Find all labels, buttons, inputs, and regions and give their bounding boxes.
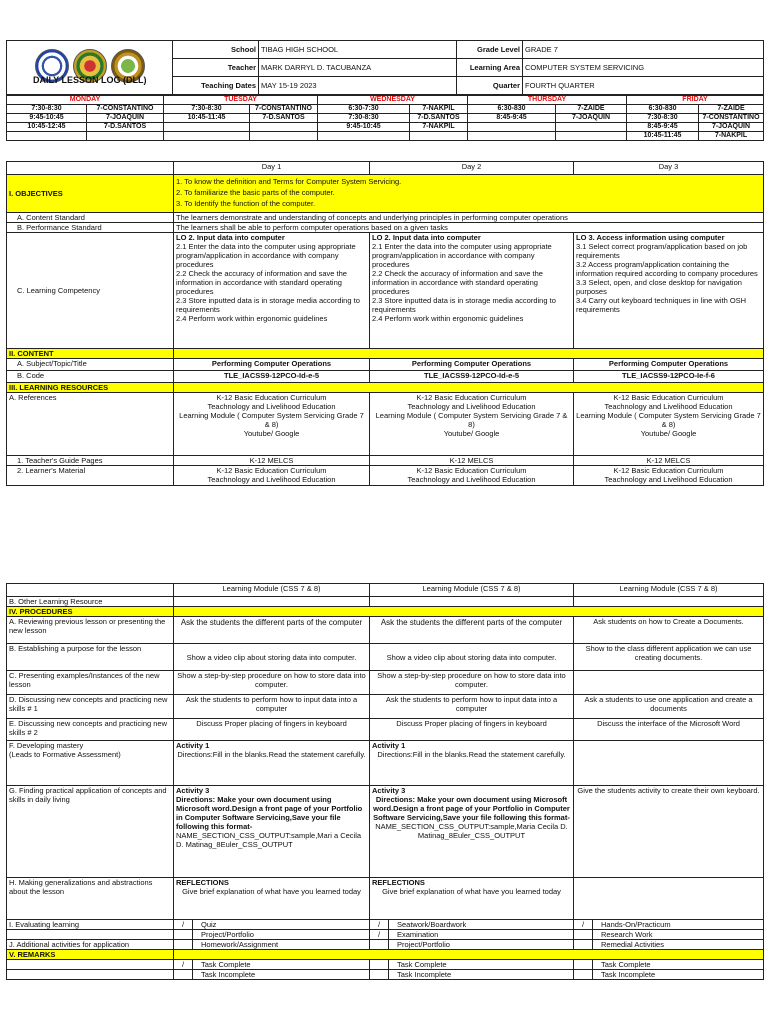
- proc-b-day1: Show a video clip about storing data into computer.: [174, 644, 370, 671]
- school-label: School: [173, 41, 259, 59]
- check-mark: /: [174, 920, 193, 929]
- code-label: B. Code: [7, 371, 174, 383]
- day-wednesday: WEDNESDAY: [318, 96, 468, 105]
- schedule-cell: 7-JOAQUIN: [699, 123, 764, 132]
- check-label: Hands-On/Practicum: [601, 920, 671, 929]
- schedule-cell: 7-JOAQUIN: [87, 114, 164, 123]
- check-label: Quiz: [201, 920, 217, 929]
- lm-label: 2. Learner's Material: [7, 466, 174, 486]
- dates-value: MAY 15-19 2023: [259, 77, 457, 95]
- schedule-cell: [468, 132, 556, 141]
- tg-label: 1. Teacher's Guide Pages: [7, 456, 174, 466]
- day-friday: FRIDAY: [627, 96, 764, 105]
- remarks-row-label: [7, 960, 174, 970]
- eval-option: [174, 930, 370, 940]
- lm-cont-day2: Learning Module (CSS 7 & 8): [370, 584, 574, 597]
- code-day1: TLE_IACSS9-12PCO-Id-e-5: [174, 371, 370, 383]
- lesson-table-2: [6, 583, 764, 980]
- remark-option: [574, 970, 764, 980]
- schedule-cell: 7-ZAIDE: [699, 105, 764, 114]
- lm-cont-day3: Learning Module (CSS 7 & 8): [574, 584, 764, 597]
- day1-header: Day 1: [174, 162, 370, 175]
- proc-h-day1-title: REFLECTIONS: [176, 878, 229, 887]
- proc-e-day3: Discuss the interface of the Microsoft Word: [574, 719, 764, 741]
- check-mark: [370, 960, 389, 969]
- schedule-cell: 9:45-10:45: [318, 123, 410, 132]
- dates-label: Teaching Dates: [173, 77, 259, 95]
- proc-a-day1: Ask the students the different parts of the computer: [174, 617, 370, 644]
- subject-day3: Performing Computer Operations: [574, 359, 764, 371]
- schedule-cell: 7-CONSTANTINO: [250, 105, 318, 114]
- tg-day1: K-12 MELCS: [174, 456, 370, 466]
- teacher-label: Teacher: [173, 59, 259, 77]
- schedule-cell: 7-JOAQUIN: [556, 114, 627, 123]
- check-mark: [574, 960, 593, 969]
- competency-day1-text: 2.1 Enter the data into the computer using appropriate program/application in accordance with company procedures 2.2 Check the accuracy of information and save the information in accordance with standard operating procedures 2.3 Store inputted data is in storage media according to requirements 2.4 Perform work within ergonomic guidelines: [176, 242, 360, 323]
- schedule-cell: [164, 123, 250, 132]
- check-mark: [174, 930, 193, 939]
- proc-f-day1-title: Activity 1: [176, 741, 210, 750]
- references-day2: K-12 Basic Education Curriculum Teachnology and Livelihood Education Learning Module ( Computer System Servicing Grade 7 & 8) Youtube/ Google: [370, 393, 574, 456]
- proc-g-day2-bold: Directions: Make your own document using Microsoft word.Design a front page of your Portfolio in Computer Software Servicing,Save your file following this format-: [373, 795, 570, 822]
- school-value: TIBAG HIGH SCHOOL: [259, 41, 457, 59]
- day-tuesday: TUESDAY: [164, 96, 318, 105]
- proc-a-day3: Ask students on how to Create a Documents.: [574, 617, 764, 644]
- proc-f-day1-text: Directions:Fill in the blanks.Read the statement carefully.: [177, 750, 366, 759]
- lm-day2: K-12 Basic Education Curriculum Teachnology and Livelihood Education: [370, 466, 574, 486]
- eval-option: [370, 930, 574, 940]
- resources-label: III. LEARNING RESOURCES: [7, 383, 174, 393]
- remark-option: [370, 970, 574, 980]
- schedule-cell: [250, 132, 318, 141]
- schedule-cell: 8:45-9:45: [468, 114, 556, 123]
- header-table: [6, 40, 764, 95]
- proc-c-day1: Show a step-by-step procedure on how to store data into computer.: [174, 671, 370, 695]
- remarks-row-label: [7, 970, 174, 980]
- proc-g-day1-title: Activity 3: [176, 786, 210, 795]
- check-mark: /: [174, 960, 193, 969]
- schedule-cell: 6:30-830: [627, 105, 699, 114]
- proc-c-label: C. Presenting examples/Instances of the new lesson: [7, 671, 174, 695]
- check-label: Task Incomplete: [201, 970, 256, 979]
- subject-day2: Performing Computer Operations: [370, 359, 574, 371]
- check-mark: /: [574, 920, 593, 929]
- schedule-cell: 9:45-10:45: [7, 114, 87, 123]
- proc-b-label: B. Establishing a purpose for the lesson: [7, 644, 174, 671]
- schedule-cell: 7-NAKPIL: [410, 105, 468, 114]
- schedule-cell: [318, 132, 410, 141]
- proc-d-day1: Ask the students to perform how to input data into a computer: [174, 695, 370, 719]
- check-label: Examination: [397, 930, 439, 939]
- proc-i-label: I. Evaluating learning: [7, 920, 174, 930]
- proc-h-label: H. Making generalizations and abstractions about the lesson: [7, 878, 174, 920]
- tg-day2: K-12 MELCS: [370, 456, 574, 466]
- schedule-cell: 10:45-11:45: [627, 132, 699, 141]
- lm-day3: K-12 Basic Education Curriculum Teachnology and Livelihood Education: [574, 466, 764, 486]
- remark-option: [370, 960, 574, 970]
- proc-b-day3: Show to the class different application we can use creating documents.: [574, 644, 764, 671]
- proc-h-day1-text: Give brief explanation of what have you learned today: [182, 887, 361, 896]
- performance-standard-text: The learners shall be able to perform computer operations based on a given tasks: [174, 223, 764, 233]
- grade-label: Grade Level: [457, 41, 523, 59]
- remark-option: [174, 970, 370, 980]
- quarter-label: Quarter: [457, 77, 523, 95]
- proc-f-day2-text: Directions:Fill in the blanks.Read the statement carefully.: [377, 750, 566, 759]
- check-label: Seatwork/Boardwork: [397, 920, 467, 929]
- lm-cont-day1: Learning Module (CSS 7 & 8): [174, 584, 370, 597]
- eval-option: [174, 920, 370, 930]
- procedures-label: IV. PROCEDURES: [7, 607, 174, 617]
- proc-a-label: A. Reviewing previous lesson or presenting the new lesson: [7, 617, 174, 644]
- schedule-cell: [556, 123, 627, 132]
- lesson-table-1: [6, 161, 764, 486]
- proc-g-day1-text: NAME_SECTION_CSS_OUTPUT:sample,Mari a Cecila D. Matinag_8Euler_CSS_OUTPUT: [176, 831, 362, 849]
- schedule-cell: 7-ZAIDE: [556, 105, 627, 114]
- code-day3: TLE_IACSS9-12PCO-Ie-f-6: [574, 371, 764, 383]
- proc-g-label: G. Finding practical application of concepts and skills in daily living: [7, 786, 174, 878]
- references-day1: K-12 Basic Education Curriculum Teachnology and Livelihood Education Learning Module ( Computer System Servicing Grade 7 & 8) Youtube/ Google: [174, 393, 370, 456]
- performance-standard-label: B. Performance Standard: [7, 223, 174, 233]
- check-label: Task Complete: [397, 960, 447, 969]
- objective-2: 2. To familiarize the basic parts of the computer.: [176, 188, 335, 197]
- check-label: Project/Portfolio: [397, 940, 450, 949]
- content-standard-label: A. Content Standard: [7, 213, 174, 223]
- schedule-cell: [87, 132, 164, 141]
- proc-e-day1: Discuss Proper placing of fingers in keyboard: [174, 719, 370, 741]
- tg-day3: K-12 MELCS: [574, 456, 764, 466]
- proc-c-day3: [574, 671, 764, 695]
- references-label: A. References: [7, 393, 174, 456]
- schedule-cell: [410, 132, 468, 141]
- schedule-cell: 7-D.SANTOS: [410, 114, 468, 123]
- area-label: Learning Area: [457, 59, 523, 77]
- schedule-cell: 7-D.SANTOS: [250, 114, 318, 123]
- proc-g-day1-bold: Directions: Make your own document using Microsoft word.Design a front page of your Portfolio in Computer Software Servicing,Save your file following this format-: [176, 795, 363, 831]
- proc-g-day2-title: Activity 3: [372, 786, 406, 795]
- day2-header: Day 2: [370, 162, 574, 175]
- proc-h-day2-title: REFLECTIONS: [372, 878, 425, 887]
- subject-label: A. Subject/Topic/Title: [7, 359, 174, 371]
- check-mark: [370, 940, 389, 949]
- proc-j-label: J. Additional activities for application: [7, 940, 174, 950]
- proc-i-label-cont: [7, 930, 174, 940]
- other-resource-label: B. Other Learning Resource: [7, 597, 174, 607]
- check-label: Research Work: [601, 930, 653, 939]
- proc-g-day2-text: NAME_SECTION_CSS_OUTPUT:sample,Maria Cecila D. Matinag_8Euler_CSS_OUTPUT: [375, 822, 568, 840]
- schedule-cell: 10:45-12:45: [7, 123, 87, 132]
- content-standard-text: The learners demonstrate and understanding of concepts and underlying principles in performing computer operations: [174, 213, 764, 223]
- schedule-cell: 7:30-8:30: [318, 114, 410, 123]
- competency-day3-title: LO 3. Access information using computer: [576, 233, 725, 242]
- proc-b-day2: Show a video clip about storing data into computer.: [370, 644, 574, 671]
- schedule-cell: [250, 123, 318, 132]
- dll-title: DAILY LESSON LOG (DLL): [33, 74, 147, 85]
- schedule-cell: 7-NAKPIL: [699, 132, 764, 141]
- check-mark: [574, 940, 593, 949]
- schedule-cell: [164, 132, 250, 141]
- competency-day2-title: LO 2. Input data into computer: [372, 233, 481, 242]
- proc-d-label: D. Discussing new concepts and practicing new skills # 1: [7, 695, 174, 719]
- grade-value: GRADE 7: [523, 41, 764, 59]
- schedule-cell: [468, 123, 556, 132]
- schedule-cell: [556, 132, 627, 141]
- check-mark: [574, 970, 593, 979]
- check-label: Task Complete: [201, 960, 251, 969]
- subject-day1: Performing Computer Operations: [174, 359, 370, 371]
- lm-day1: K-12 Basic Education Curriculum Teachnology and Livelihood Education: [174, 466, 370, 486]
- schedule-cell: 7-D.SANTOS: [87, 123, 164, 132]
- teacher-value: MARK DARRYL D. TACUBANZA: [259, 59, 457, 77]
- proc-g-day3: Give the students activity to create their own keyboard.: [574, 786, 764, 878]
- check-label: Task Complete: [601, 960, 651, 969]
- logo-cell: [7, 41, 173, 95]
- check-label: Project/Portfolio: [201, 930, 254, 939]
- day-thursday: THURSDAY: [468, 96, 627, 105]
- schedule-table: [6, 95, 764, 141]
- schedule-cell: 7:30-8:30: [164, 105, 250, 114]
- check-mark: [174, 940, 193, 949]
- additional-option: [174, 940, 370, 950]
- schedule-cell: 8:45-9:45: [627, 123, 699, 132]
- check-mark: [574, 930, 593, 939]
- eval-option: [574, 930, 764, 940]
- schedule-cell: [7, 132, 87, 141]
- check-mark: /: [370, 920, 389, 929]
- check-mark: /: [370, 930, 389, 939]
- remark-option: [574, 960, 764, 970]
- eval-option: [574, 920, 764, 930]
- additional-option: [370, 940, 574, 950]
- objective-3: 3. To Identify the function of the computer.: [176, 199, 316, 208]
- day-monday: MONDAY: [7, 96, 164, 105]
- check-mark: [174, 970, 193, 979]
- schedule-cell: 6:30-7:30: [318, 105, 410, 114]
- competency-day3-text: 3.1 Select correct program/application based on job requirements 3.2 Access program/application containing the information required according to company procedures 3.3 Select, open, and close desktop for navigation purposes 3.4 Carry out keyboard techniques in line with OSH requirements: [576, 242, 758, 314]
- additional-option: [574, 940, 764, 950]
- proc-f-label: F. Developing mastery (Leads to Formative Assessment): [7, 741, 174, 786]
- objectives-label: I. OBJECTIVES: [7, 175, 174, 213]
- check-label: Task Incomplete: [397, 970, 452, 979]
- schedule-cell: 7:30-8:30: [627, 114, 699, 123]
- remarks-label: V. REMARKS: [7, 950, 174, 960]
- quarter-value: FOURTH QUARTER: [523, 77, 764, 95]
- competency-label: C. Learning Competency: [7, 233, 174, 349]
- competency-day2-text: 2.1 Enter the data into the computer using appropriate program/application in accordance with company procedures 2.2 Check the accuracy of information and save the information in accordance with standard operating procedures 2.3 Store inputted data is in storage media according to requirements 2.4 Perform work within ergonomic guidelines: [372, 242, 556, 323]
- eval-option: [370, 920, 574, 930]
- references-day3: K-12 Basic Education Curriculum Teachnology and Livelihood Education Learning Module ( Computer System Servicing Grade 7 & 8) Youtube/ Google: [574, 393, 764, 456]
- proc-f-day2-title: Activity 1: [372, 741, 406, 750]
- schedule-cell: 10:45-11:45: [164, 114, 250, 123]
- proc-d-day3: Ask a students to use one application and create a documents: [574, 695, 764, 719]
- schedule-cell: 7:30-8:30: [7, 105, 87, 114]
- proc-a-day2: Ask the students the different parts of the computer: [370, 617, 574, 644]
- objective-1: 1. To know the definition and Terms for Computer System Servicing.: [176, 177, 402, 186]
- proc-c-day2: Show a step-by-step procedure on how to store data into computer.: [370, 671, 574, 695]
- check-mark: [370, 970, 389, 979]
- schedule-cell: 7-CONSTANTINO: [699, 114, 764, 123]
- day3-header: Day 3: [574, 162, 764, 175]
- schedule-cell: 7-NAKPIL: [410, 123, 468, 132]
- proc-e-day2: Discuss Proper placing of fingers in keyboard: [370, 719, 574, 741]
- schedule-cell: 6:30-830: [468, 105, 556, 114]
- check-label: Remedial Activities: [601, 940, 664, 949]
- content-label: II. CONTENT: [7, 349, 174, 359]
- proc-h-day2-text: Give brief explanation of what have you learned today: [382, 887, 561, 896]
- proc-e-label: E. Discussing new concepts and practicing new skills # 2: [7, 719, 174, 741]
- check-label: Task Incomplete: [601, 970, 656, 979]
- check-label: Homework/Assignment: [201, 940, 279, 949]
- proc-d-day2: Ask the students to perform how to input data into a computer: [370, 695, 574, 719]
- schedule-cell: 7-CONSTANTINO: [87, 105, 164, 114]
- competency-day1-title: LO 2. Input data into computer: [176, 233, 285, 242]
- area-value: COMPUTER SYSTEM SERVICING: [523, 59, 764, 77]
- code-day2: TLE_IACSS9-12PCO-Id-e-5: [370, 371, 574, 383]
- remark-option: [174, 960, 370, 970]
